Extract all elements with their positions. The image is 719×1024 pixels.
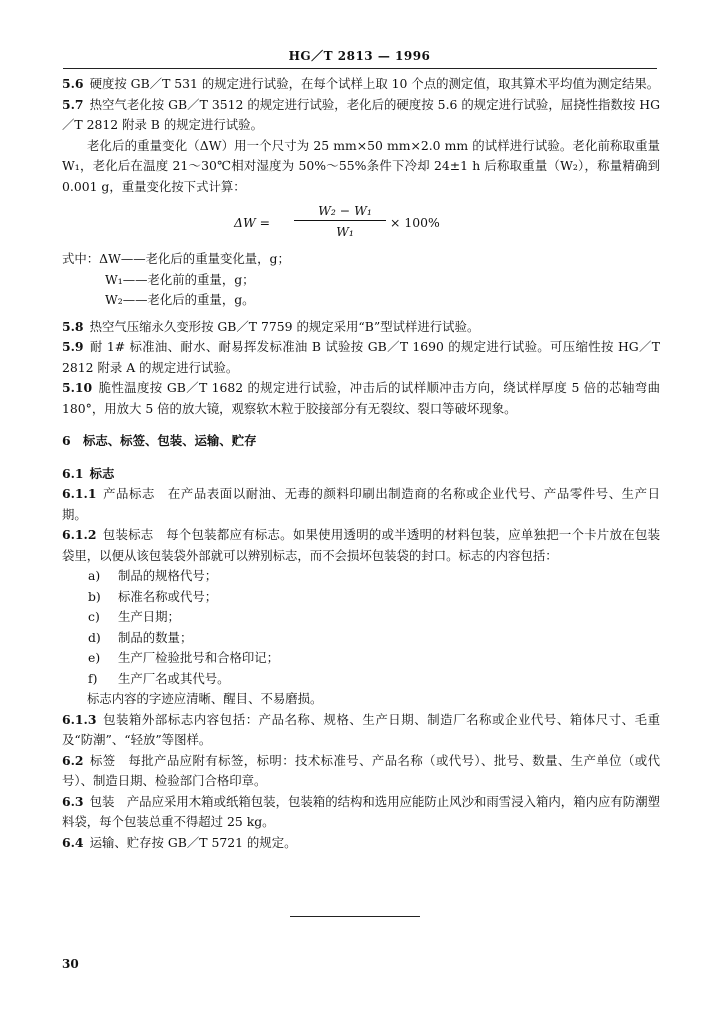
list-item-label: c) xyxy=(88,609,100,624)
clause-text: 热空气压缩永久变形按 GB／T 7759 的规定采用“B”型试样进行试验。 xyxy=(89,318,480,334)
list-item-label: f) xyxy=(88,670,98,686)
list-item-text: 生产厂检验批号和合格印记； xyxy=(118,650,280,665)
list-item xyxy=(62,669,660,690)
clause-text: 热空气老化按 GB／T 3512 的规定进行试验，老化后的硬度按 5.6 的规定进行试验，屈挠性指数按 HG／T 2812 附录 B 的规定进行试验。 xyxy=(62,96,660,132)
list-item xyxy=(62,587,660,608)
list-item-label: d) xyxy=(88,629,101,645)
fraction-bar xyxy=(294,220,386,221)
clause-6-2 xyxy=(62,751,660,792)
definition-w1: W₁——老化前的重量，g； xyxy=(105,271,255,287)
weight-change-paragraph: 老化后的重量变化（ΔW）用一个尺寸为 25 mm×50 mm×2.0 mm 的试样进行试验。老化前称取重量 W₁，老化后在温度 21～30℃相对湿度为 50%～55%条件下冷却 24±1 h 后称取重量（W₂），称量精确到 0.001 g，重量变化按下式计算： xyxy=(62,137,660,194)
formula-definitions xyxy=(62,249,660,311)
clause-5-8 xyxy=(62,317,660,338)
list-item-text: 标准名称或代号； xyxy=(118,588,218,604)
formula-numerator: W₂ − W₁ xyxy=(318,203,372,218)
clause-6-1-2 xyxy=(62,525,660,566)
weight-change-formula xyxy=(62,201,660,241)
clause-text: 包装箱外部标志内容包括：产品名称、规格、生产日期、制造厂名称或企业代号、箱体尺寸、毛重及“防潮”、“轻放”等图样。 xyxy=(62,711,660,747)
clause-number: 6.1 xyxy=(62,465,84,481)
list-item xyxy=(62,566,660,587)
section-gap xyxy=(62,419,660,431)
clause-text: 耐 1# 标准油、耐水、耐易挥发标准油 B 试验按 GB／T 1690 的规定进行试验。可压缩性按 HG／T 2812 附录 A 的规定进行试验。 xyxy=(62,339,660,375)
clause-number: 5.7 xyxy=(62,96,84,112)
list-item-text: 生产日期； xyxy=(118,609,180,624)
list-item-text: 生产厂名或其代号。 xyxy=(118,670,230,686)
list-item-label: e) xyxy=(88,650,101,665)
clause-title: 标志 xyxy=(89,465,115,481)
clause-text: 脆性温度按 GB／T 1682 的规定进行试验，冲击后的试样顺冲击方向，绕试样厚度 5 倍的芯轴弯曲 180°，用放大 5 倍的放大镜，观察软木粒于胶接部分有无裂纹、裂口等破坏现象。 xyxy=(62,380,660,416)
clause-number: 6.1.3 xyxy=(62,711,97,727)
formula-rhs: × 100% xyxy=(390,215,440,230)
clause-6-4 xyxy=(62,833,660,854)
clause-text: 产品标志 在产品表面以耐油、无毒的颜料印刷出制造商的名称或企业代号、产品零件号、生产日期。 xyxy=(62,486,660,522)
list-item xyxy=(62,628,660,649)
label-legibility-note: 标志内容的字迹应清晰、醒目、不易磨损。 xyxy=(87,691,323,706)
clause-number: 6.1.1 xyxy=(62,486,97,501)
clause-5-10 xyxy=(62,378,660,419)
definition-delta-w: 式中：ΔW——老化后的重量变化量，g； xyxy=(62,251,290,266)
formula-lhs: ΔW = xyxy=(234,215,271,230)
clause-number: 5.6 xyxy=(62,76,84,91)
clause-text: 包装 产品应采用木箱或纸箱包装，包装箱的结构和选用应能防止风沙和雨雪浸入箱内，箱内应有防潮塑料袋，每个包装总重不得超过 25 kg。 xyxy=(62,793,660,829)
clause-number: 6.3 xyxy=(62,793,84,809)
list-item-label: a) xyxy=(88,568,101,583)
clause-5-9 xyxy=(62,337,660,378)
definition-w2: W₂——老化后的重量，g。 xyxy=(105,292,255,307)
clause-6-1-1 xyxy=(62,484,660,525)
clause-number: 5.8 xyxy=(62,318,84,334)
clause-text: 包装标志 每个包装都应有标志。如果使用透明的或半透明的材料包装，应单独把一个卡片放在包装袋里，以便从该包装袋外部就可以辨别标志，而不会损坏包装袋的封口。标志的内容包括： xyxy=(62,527,660,563)
clause-6-1 xyxy=(62,464,660,485)
list-item xyxy=(62,607,660,628)
end-of-text-rule xyxy=(290,916,420,917)
clause-5-7 xyxy=(62,95,660,136)
page-number: 30 xyxy=(62,957,79,971)
clause-6-1-3 xyxy=(62,710,660,751)
label-content-list xyxy=(62,566,660,689)
clause-text: 标签 每批产品应附有标签，标明：技术标准号、产品名称（或代号）、批号、数量、生产单位（或代号）、制造日期、检验部门合格印章。 xyxy=(62,752,660,788)
clause-5-6 xyxy=(62,74,660,95)
section-gap xyxy=(62,452,660,464)
header-rule xyxy=(63,68,657,69)
clause-number: 6.2 xyxy=(62,752,84,768)
list-item-label: b) xyxy=(88,588,101,604)
clause-text: 硬度按 GB／T 531 的规定进行试验，在每个试样上取 10 个点的测定值，取其算术平均值为测定结果。 xyxy=(89,76,660,91)
formula-denominator: W₁ xyxy=(336,224,354,239)
clause-number: 6.1.2 xyxy=(62,527,97,542)
clause-text: 运输、贮存按 GB／T 5721 的规定。 xyxy=(89,834,297,850)
clause-6-3 xyxy=(62,792,660,833)
list-item-text: 制品的规格代号； xyxy=(118,568,218,583)
section-6-title: 6 标志、标签、包装、运输、贮存 xyxy=(62,433,257,448)
list-item xyxy=(62,648,660,669)
list-item-text: 制品的数量； xyxy=(118,629,193,645)
clause-number: 5.10 xyxy=(62,380,93,395)
clause-number: 6.4 xyxy=(62,834,84,850)
page-body xyxy=(62,74,660,853)
standard-code-header: HG／T 2813 — 1996 xyxy=(288,49,431,63)
clause-number: 5.9 xyxy=(62,339,84,354)
